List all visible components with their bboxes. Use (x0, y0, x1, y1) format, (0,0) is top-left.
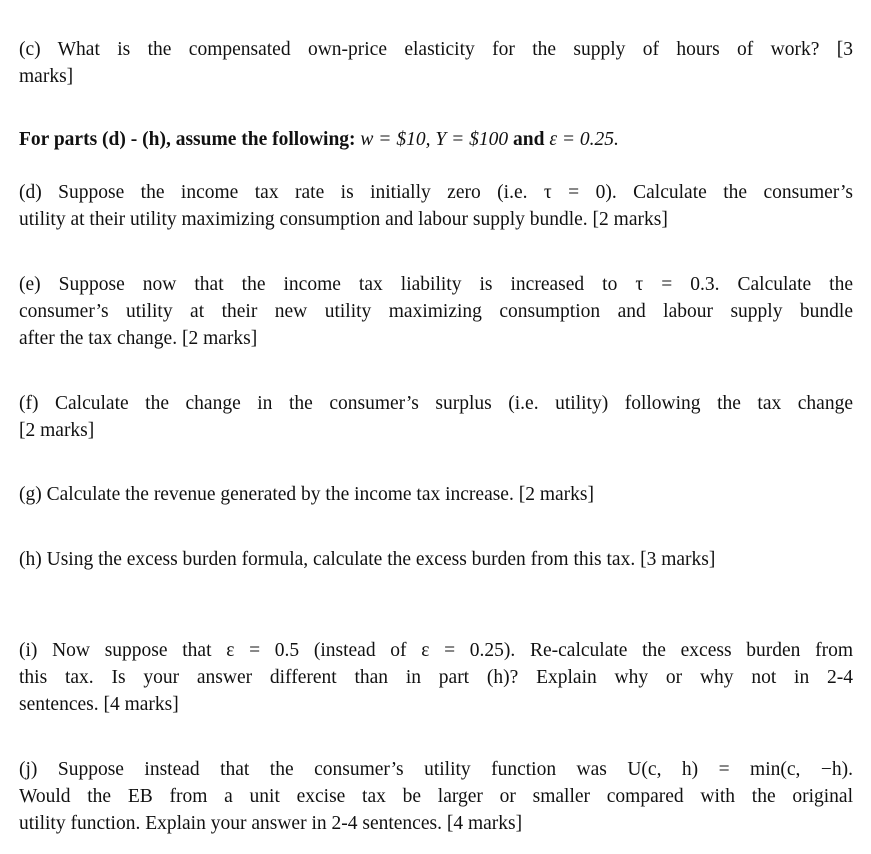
question-f (19, 390, 853, 444)
question-f-line-1: (f) Calculate the change in the consumer’s surplus (i.e. utility) following the tax change (19, 393, 853, 414)
question-c-line-1: (c) What is the compensated own-price elasticity for the supply of hours of work? [3 (19, 39, 853, 60)
question-h (19, 546, 853, 573)
question-j-line-2: Would the EB from a unit excise tax be larger or smaller compared with the original (19, 786, 853, 807)
question-e-line-3: after the tax change. [2 marks] (19, 328, 258, 349)
question-i (19, 637, 853, 718)
question-d-line-2: utility at their utility maximizing consumption and labour supply bundle. [2 marks] (19, 209, 668, 230)
assumption-epsilon: ε = 0.25. (549, 129, 619, 150)
question-d (19, 179, 853, 233)
question-f-line-2: [2 marks] (19, 420, 95, 441)
question-c (19, 36, 853, 90)
question-j (19, 756, 853, 837)
question-j-line-3: utility function. Explain your answer in 2-4 sentences. [4 marks] (19, 813, 523, 834)
question-e-line-2: consumer’s utility at their new utility maximizing consumption and labour supply bundle (19, 301, 853, 322)
question-i-line-1: (i) Now suppose that ε = 0.5 (instead of ε = 0.25). Re-calculate the excess burden from (19, 640, 853, 661)
question-j-line-1: (j) Suppose instead that the consumer’s utility function was U(c, h) = min(c, −h). (19, 759, 853, 780)
question-g (19, 481, 853, 508)
assumption-and: and (512, 129, 545, 150)
question-e (19, 271, 853, 352)
question-c-line-2: marks] (19, 66, 74, 87)
question-h-line-1: (h) Using the excess burden formula, calculate the excess burden from this tax. [3 marks] (19, 549, 716, 570)
question-g-line-1: (g) Calculate the revenue generated by the income tax increase. [2 marks] (19, 484, 594, 505)
question-e-line-1: (e) Suppose now that the income tax liability is increased to τ = 0.3. Calculate the (19, 274, 853, 295)
assumption-income: Y = $100 (435, 129, 509, 150)
question-i-line-2: this tax. Is your answer different than in part (h)? Explain why or why not in 2-4 (19, 667, 853, 688)
assumption-statement (19, 126, 853, 153)
question-d-line-1: (d) Suppose the income tax rate is initially zero (i.e. τ = 0). Calculate the consumer’s (19, 182, 853, 203)
assumption-prefix: For parts (d) - (h), assume the following: (19, 129, 356, 150)
question-i-line-3: sentences. [4 marks] (19, 694, 179, 715)
assumption-wage: w = $10, (360, 129, 431, 150)
